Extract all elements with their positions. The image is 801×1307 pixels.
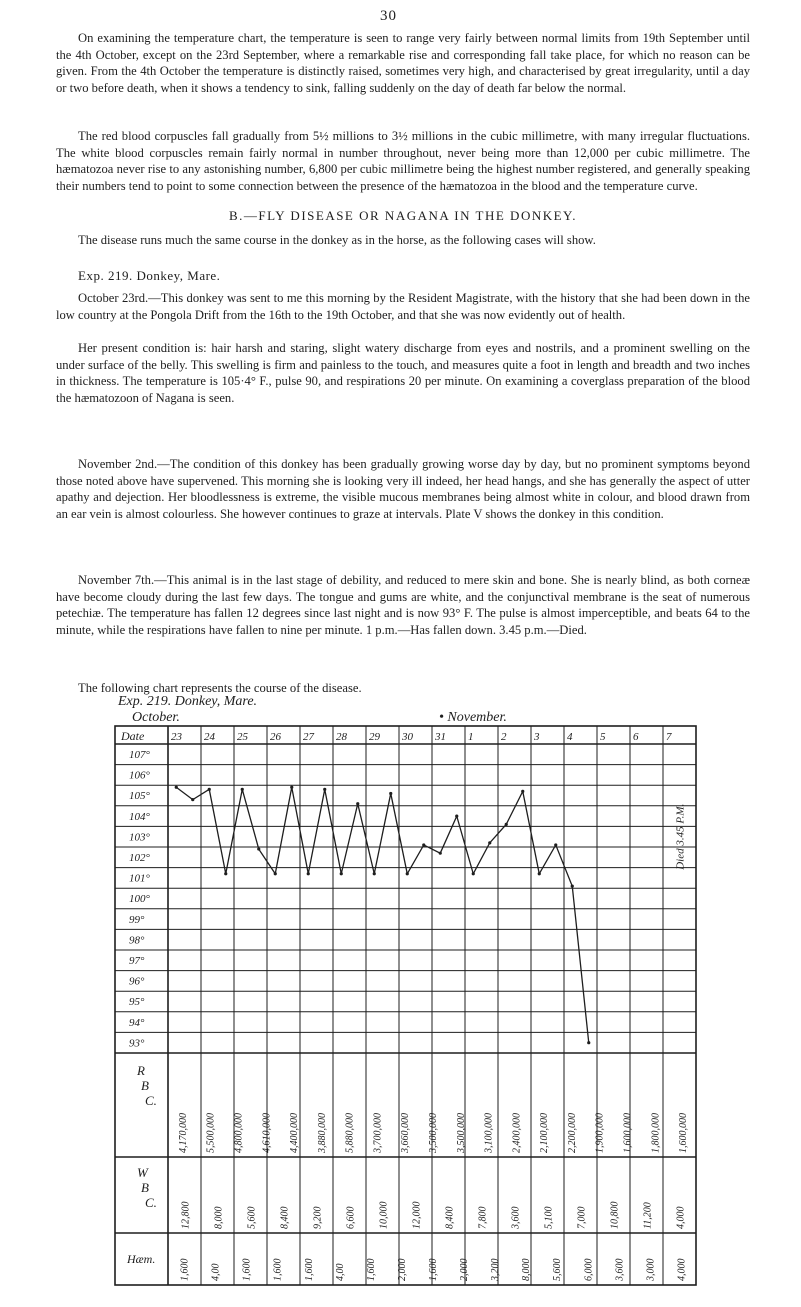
date-tick-label: 29 xyxy=(369,731,380,743)
haematozoa-count-label: 1,600 xyxy=(241,1258,253,1281)
rbc-count-label: 3,700,000 xyxy=(372,1113,384,1153)
haematozoa-count-label: 8,000 xyxy=(521,1258,533,1281)
section-heading: B.—FLY DISEASE OR NAGANA IN THE DONKEY. xyxy=(228,208,578,223)
haematozoa-count-label: 4,00 xyxy=(334,1263,346,1281)
rbc-count-label: 4,170,000 xyxy=(177,1113,189,1153)
wbc-count-label: 10,800 xyxy=(609,1201,621,1229)
date-tick-label: 5 xyxy=(600,731,606,743)
temperature-tick-label: 98° xyxy=(129,934,145,947)
chart-month-october: October. xyxy=(132,710,180,725)
temperature-point xyxy=(208,788,211,791)
temperature-point xyxy=(521,790,524,793)
rbc-count-label: 5,500,000 xyxy=(205,1113,217,1153)
temperature-point xyxy=(538,872,541,875)
rbc-count-label: 1,600,000 xyxy=(622,1113,634,1153)
haematozoa-count-label: 3,000 xyxy=(645,1258,657,1281)
chart-month-november: • November. xyxy=(439,710,507,725)
date-header-label: Date xyxy=(121,729,145,743)
date-tick-label: 2 xyxy=(501,731,507,743)
temperature-point xyxy=(587,1041,590,1044)
page-number: 30 xyxy=(380,8,397,24)
temperature-point xyxy=(241,788,244,791)
wbc-count-label: 5,100 xyxy=(543,1206,555,1229)
temperature-line xyxy=(176,787,589,1042)
date-tick-label: 31 xyxy=(435,731,446,743)
temperature-tick-label: 103° xyxy=(129,831,150,844)
paragraph-text: November 7th.—This animal is in the last stage of debility, and reduced to mere skin and bone. She is nearly blind, as both corneæ have become cloudy during the last few days. The tongue and gums are white, and the conjunctival membrane is the seat of numerous petechiæ. The temperature has fallen 12 degrees since last night and is now 93° F. The pulse is almost imperceptible, and beats 64 to the minute, while the respirations have fallen to nine per minute. 1 p.m.—Has fallen down. 3.45 p.m.—Died. xyxy=(56,573,750,637)
temperature-tick-label: 95° xyxy=(129,996,145,1009)
wbc-row-label: B xyxy=(141,1180,149,1195)
temperature-point xyxy=(224,872,227,875)
temperature-point xyxy=(307,872,310,875)
date-tick-label: 28 xyxy=(336,731,347,743)
wbc-count-label: 8,000 xyxy=(213,1206,225,1229)
date-tick-label: 26 xyxy=(270,731,281,743)
rbc-count-label: 4,800,000 xyxy=(233,1113,245,1153)
chart-title: Exp. 219. Donkey, Mare. xyxy=(118,694,258,709)
haematozoa-count-label: 3,600 xyxy=(614,1258,626,1281)
wbc-count-label: 5,600 xyxy=(246,1206,258,1229)
rbc-row-label: C. xyxy=(145,1093,157,1108)
wbc-count-label: 3,600 xyxy=(510,1206,522,1229)
wbc-count-label: 7,800 xyxy=(477,1206,489,1229)
temperature-point xyxy=(175,786,178,789)
temperature-point xyxy=(455,815,458,818)
haematozoa-count-label: 6,000 xyxy=(583,1258,595,1281)
rbc-count-label: 1,800,000 xyxy=(650,1113,662,1153)
temperature-tick-label: 101° xyxy=(129,872,150,885)
temperature-tick-label: 106° xyxy=(129,769,150,782)
temperature-point xyxy=(191,798,194,801)
haematozoa-count-label: 1,600 xyxy=(179,1258,191,1281)
temperature-point xyxy=(439,852,442,855)
temperature-point xyxy=(356,802,359,805)
temperature-point xyxy=(554,843,557,846)
haematozoa-count-label: 4,000 xyxy=(676,1258,688,1281)
wbc-count-label: 6,600 xyxy=(345,1206,357,1229)
temperature-point xyxy=(488,841,491,844)
temperature-point xyxy=(340,872,343,875)
temperature-point xyxy=(422,843,425,846)
date-tick-label: 24 xyxy=(204,731,215,743)
temperature-tick-label: 99° xyxy=(129,913,145,926)
temperature-point xyxy=(290,786,293,789)
temperature-tick-label: 100° xyxy=(129,893,150,906)
wbc-count-label: 9,200 xyxy=(312,1206,324,1229)
wbc-row-label: C. xyxy=(145,1195,157,1210)
temperature-tick-label: 102° xyxy=(129,852,150,864)
date-tick-label: 30 xyxy=(402,731,413,743)
rbc-count-label: 1,600,000 xyxy=(678,1113,690,1153)
rbc-count-label: 1,900,000 xyxy=(594,1113,606,1153)
date-tick-label: 1 xyxy=(468,731,474,743)
rbc-count-label: 2,200,000 xyxy=(566,1113,578,1153)
haematozoa-count-label: 1,600 xyxy=(272,1258,284,1281)
date-tick-label: 3 xyxy=(534,731,540,743)
haematozoa-count-label: 5,600 xyxy=(552,1258,564,1281)
date-tick-label: 23 xyxy=(171,731,182,743)
wbc-count-label: 4,000 xyxy=(675,1206,687,1229)
rbc-count-label: 3,880,000 xyxy=(316,1113,328,1153)
temperature-tick-label: 104° xyxy=(129,810,150,823)
date-tick-label: 7 xyxy=(666,731,672,743)
wbc-row-label: W xyxy=(137,1165,148,1180)
temperature-tick-label: 93° xyxy=(129,1037,145,1050)
rbc-count-label: 4,400,000 xyxy=(289,1113,301,1153)
rbc-count-label: 4,610,000 xyxy=(261,1113,273,1153)
haematozoa-count-label: 1,600 xyxy=(303,1258,315,1281)
temperature-point xyxy=(406,872,409,875)
temperature-tick-label: 97° xyxy=(129,955,145,967)
temperature-point xyxy=(571,885,574,888)
haematozoa-row-label: Hæm. xyxy=(127,1252,156,1266)
paragraph-text: October 23rd.—This donkey was sent to me this morning by the Resident Magistrate, with the history that she had been down in the low country at the Pongola Drift from the 16th to the 19th October, and that she was now evidently out of health. xyxy=(56,291,750,322)
temperature-point xyxy=(274,872,277,875)
rbc-row-label: B xyxy=(141,1078,149,1093)
temperature-point xyxy=(323,788,326,791)
rbc-count-label: 3,500,000 xyxy=(455,1113,467,1153)
date-tick-label: 4 xyxy=(567,731,573,743)
wbc-count-label: 12,800 xyxy=(180,1201,192,1229)
rbc-count-label: 3,100,000 xyxy=(483,1113,495,1153)
temperature-tick-label: 107° xyxy=(129,749,150,761)
temperature-tick-label: 94° xyxy=(129,1016,145,1029)
rbc-count-label: 5,880,000 xyxy=(344,1113,356,1153)
rbc-count-label: 2,100,000 xyxy=(539,1113,551,1153)
paragraph-text: The disease runs much the same course in the donkey as in the horse, as the following cases will show. xyxy=(78,233,596,247)
rbc-row-label: R xyxy=(137,1063,145,1078)
temperature-point xyxy=(505,823,508,826)
wbc-count-label: 8,400 xyxy=(444,1206,456,1229)
rbc-count-label: 3,500,000 xyxy=(428,1113,439,1153)
rbc-count-label: 3,660,000 xyxy=(400,1113,412,1153)
wbc-count-label: 8,400 xyxy=(279,1206,291,1229)
experiment-heading: Exp. 219. Donkey, Mare. xyxy=(78,268,221,283)
haematozoa-count-label: 3,200 xyxy=(490,1258,502,1281)
haematozoa-count-label: 4,00 xyxy=(210,1263,222,1281)
haematozoa-count-label: 2,000 xyxy=(459,1258,471,1281)
date-tick-label: 27 xyxy=(303,731,314,743)
haematozoa-count-label: 1,600 xyxy=(428,1258,439,1281)
died-annotation: Died 3.45 P.M. xyxy=(674,803,687,870)
paragraph-text: The red blood corpuscles fall gradually from 5½ millions to 3½ millions in the cubic millimetre, with many irregular fluctuations. The white blood corpuscles remain fairly normal in number throughout, never being more than 12,000 per cubic millimetre. The hæmatozoa never rise to any astonishing number, 6,800 per cubic millimetre being the highest number registered, and generally speaking their numbers tend to point to some connection between the presence of the hæmatozoa in the blood and the temperature curve. xyxy=(56,129,750,193)
chart-frame xyxy=(115,726,696,1285)
temperature-point xyxy=(472,872,475,875)
wbc-count-label: 12,000 xyxy=(411,1201,423,1229)
haematozoa-count-label: 2,000 xyxy=(396,1258,408,1281)
wbc-count-label: 7,000 xyxy=(576,1206,588,1229)
paragraph-text: Her present condition is: hair harsh and staring, slight watery discharge from eyes and nostrils, and a prominent swelling on the under surface of the belly. This swelling is firm and painless to the touch, and measures quite a foot in length and breadth and two inches in thickness. The temperature is 105·4° F., pulse 90, and respirations 20 per minute. On examining a coverglass preparation of the blood the hæmatozoon of Nagana is seen. xyxy=(56,341,750,405)
temperature-point xyxy=(373,872,376,875)
date-tick-label: 25 xyxy=(237,731,248,743)
date-tick-label: 6 xyxy=(633,731,639,743)
temperature-tick-label: 96° xyxy=(129,975,145,988)
rbc-count-label: 2,400,000 xyxy=(511,1113,523,1153)
temperature-tick-label: 105° xyxy=(129,790,150,803)
haematozoa-count-label: 1,600 xyxy=(365,1258,377,1281)
paragraph-text: On examining the temperature chart, the temperature is seen to range very fairly between normal limits from 19th September until the 4th October, except on the 23rd September, where a remarkable rise and corresponding fall take place, for which no reason can be given. From the 4th October the temperature is distinctly raised, sometimes very high, and characterised by great irregularity, until a day or two before death, when it shows a tendency to sink, falling suddenly on the day of death far below the normal. xyxy=(56,31,750,95)
temperature-point xyxy=(389,792,392,795)
paragraph-text: November 2nd.—The condition of this donkey has been gradually growing worse day by day, but no prominent symptoms beyond those noted above have supervened. This morning she is looking very ill indeed, her head hangs, and she has generally the aspect of utter apathy and dejection. Her bloodlessness is extreme, the visible mucous membranes being almost white in colour, and blood drawn from an ear vein is almost colourless. She however continues to graze at intervals. Plate V shows the donkey in this condition. xyxy=(56,457,750,521)
wbc-count-label: 10,000 xyxy=(378,1201,390,1229)
paragraph-text: The following chart represents the course of the disease. xyxy=(78,681,362,695)
wbc-count-label: 11,200 xyxy=(642,1202,654,1229)
temperature-point xyxy=(257,847,260,850)
